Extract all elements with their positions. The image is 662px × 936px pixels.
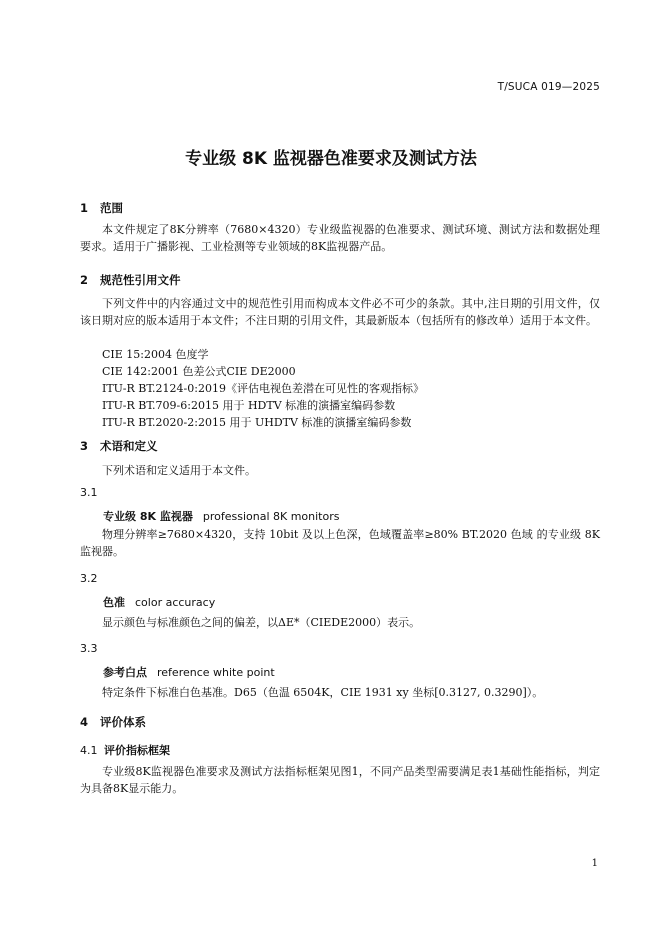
term-en: reference white point (157, 666, 275, 679)
reference-item: CIE 142:2001 色差公式CIE DE2000 (102, 365, 296, 378)
standard-code: T/SUCA 019—2025 (497, 81, 600, 93)
section-4-heading (80, 714, 146, 730)
subsection-number: 4.1 (80, 744, 98, 757)
section-number: 4 (80, 715, 89, 729)
term-number: 3.3 (80, 642, 98, 655)
term-heading (103, 508, 339, 524)
section-title: 术语和定义 (100, 439, 158, 453)
page-number: 1 (591, 858, 598, 869)
term-en: color accuracy (135, 596, 216, 609)
section-2-heading (80, 272, 181, 288)
section-title: 范围 (100, 201, 123, 215)
term-zh: 专业级 8K 监视器 (103, 510, 193, 523)
reference-item: ITU-R BT.709-6:2015 用于 HDTV 标准的演播室编码参数 (102, 399, 396, 412)
term-heading (103, 664, 275, 680)
term-definition: 特定条件下标准白色基准。D65（色温 6504K，CIE 1931 xy 坐标[0.3127, 0.3290]）。 (102, 686, 544, 699)
term-number: 3.2 (80, 572, 98, 585)
section-title: 评价体系 (100, 715, 146, 729)
section-3-intro: 下列术语和定义适用于本文件。 (102, 464, 256, 477)
term-en: professional 8K monitors (202, 510, 340, 523)
document-title: 专业级 8K 监视器色准要求及测试方法 (185, 149, 477, 169)
term-definition: 物理分辨率≥7680×4320，支持 10bit 及以上色深，色域覆盖率≥80% BT.2020 色域 的专业级 8K 监视器。 (80, 528, 600, 558)
section-title: 规范性引用文件 (100, 273, 181, 287)
section-3-heading (80, 438, 158, 454)
term-number: 3.1 (80, 486, 98, 499)
section-2-paragraph: 下列文件中的内容通过文中的规范性引用而构成本文件必不可少的条款。其中,注日期的引用文件，仅该日期对应的版本适用于本文件；不注日期的引用文件，其最新版本（包括所有的修改单）适用于本文件。 (80, 297, 600, 327)
subsection-title: 评价指标框架 (104, 744, 170, 757)
reference-item: CIE 15:2004 色度学 (102, 348, 209, 361)
term-heading (103, 594, 215, 610)
term-definition: 显示颜色与标准颜色之间的偏差，以ΔE*（CIEDE2000）表示。 (102, 616, 421, 629)
term-zh: 色准 (103, 596, 125, 609)
term-zh: 参考白点 (103, 666, 147, 679)
section-number: 1 (80, 201, 89, 215)
section-1-heading (80, 200, 123, 216)
section-number: 2 (80, 273, 89, 287)
reference-item: ITU-R BT.2020-2:2015 用于 UHDTV 标准的演播室编码参数 (102, 416, 412, 429)
reference-item: ITU-R BT.2124-0:2019《评估电视色差潜在可见性的客观指标》 (102, 382, 424, 395)
section-number: 3 (80, 439, 89, 453)
section-1-paragraph: 本文件规定了8K分辨率（7680×4320）专业级监视器的色准要求、测试环境、测试方法和数据处理要求。适用于广播影视、工业检测等专业领域的8K监视器产品。 (80, 223, 600, 253)
subsection-4-1-paragraph: 专业级8K监视器色准要求及测试方法指标框架见图1，不同产品类型需要满足表1基础性能指标，判定为具备8K显示能力。 (80, 765, 600, 795)
subsection-4-1-heading (80, 742, 170, 758)
